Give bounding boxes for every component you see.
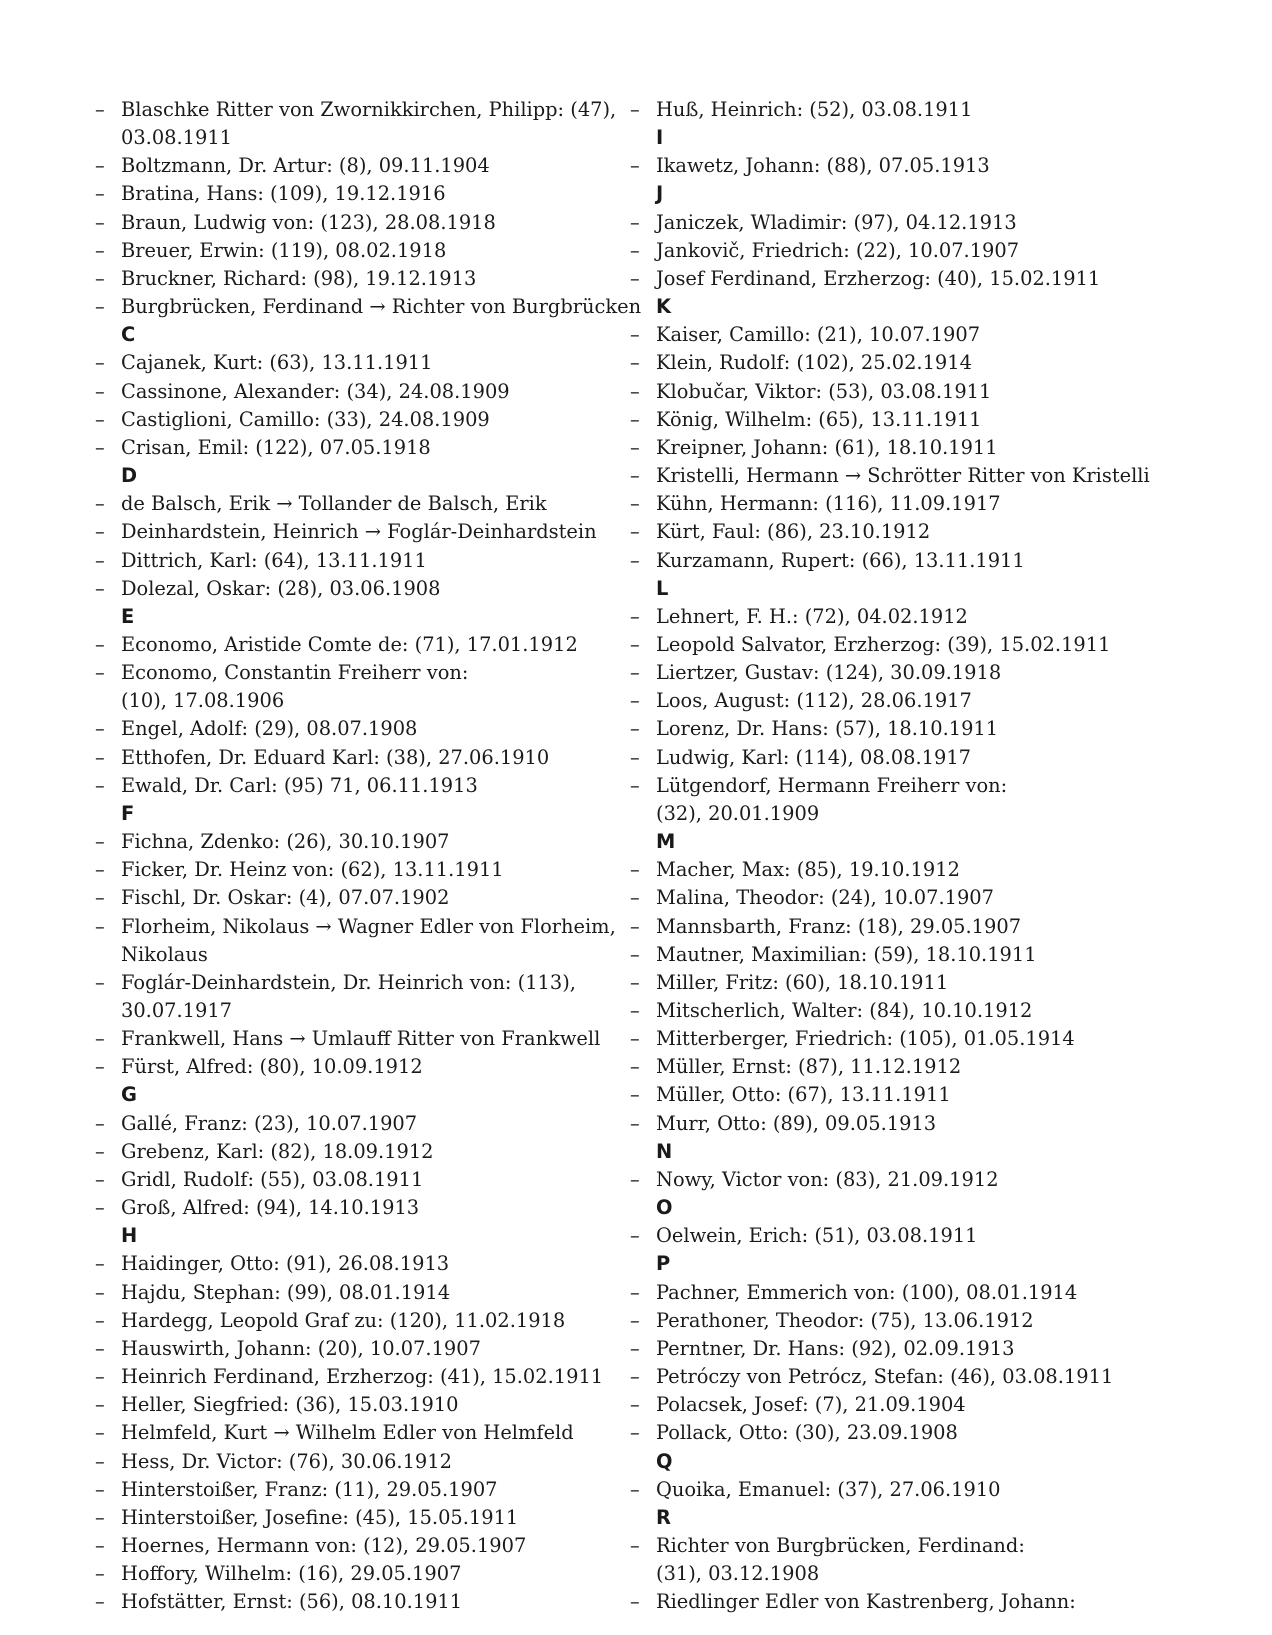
index-entry-line: – Ficker, Dr. Heinz von: (62), 13.11.1911 (121, 858, 504, 882)
index-entry-line: – Hoernes, Hermann von: (12), 29.05.1907 (121, 1533, 527, 1557)
index-letter-heading: G (121, 1083, 137, 1107)
index-entry (95, 1279, 615, 1307)
index-entry-line: – Leopold Salvator, Erzherzog: (39), 15.02.1911 (656, 632, 1111, 656)
index-entry-line: – Macher, Max: (85), 19.10.1912 (656, 858, 960, 882)
index-entry (630, 349, 1190, 377)
index-entry (95, 490, 615, 518)
index-entry-line: – Kurzamann, Rupert: (66), 13.11.1911 (656, 548, 1025, 572)
index-entry (630, 913, 1190, 941)
index-entry-line: – Malina, Theodor: (24), 10.07.1907 (656, 886, 994, 910)
index-entry-line: – Mautner, Maximilian: (59), 18.10.1911 (656, 942, 1037, 966)
index-entry (630, 321, 1190, 349)
index-entry (95, 1307, 615, 1335)
index-letter-heading: R (656, 1505, 671, 1529)
index-entry-line: – Polacsek, Josef: (7), 21.09.1904 (656, 1393, 966, 1417)
index-entry-line: 30.07.1917 (121, 999, 233, 1022)
index-entry-line: – Müller, Ernst: (87), 11.12.1912 (656, 1055, 962, 1079)
index-entry-line: – Fürst, Alfred: (80), 10.09.1912 (121, 1055, 423, 1079)
index-entry (95, 772, 615, 800)
index-entry (630, 547, 1190, 575)
index-letter-heading: P (656, 1252, 671, 1276)
index-entry (95, 1053, 615, 1081)
index-entry (630, 1532, 1190, 1588)
index-entry-line: – Lorenz, Dr. Hans: (57), 18.10.1911 (656, 717, 999, 741)
index-column-left (95, 96, 642, 1616)
index-letter-heading: I (656, 126, 664, 150)
index-entry (95, 913, 615, 969)
index-entry (630, 518, 1190, 546)
index-entry (630, 1391, 1190, 1419)
index-entry-line: – Petróczy von Petrócz, Stefan: (46), 03.08.1911 (656, 1365, 1114, 1389)
index-entry (630, 209, 1190, 237)
index-entry-line: – Crisan, Emil: (122), 07.05.1918 (121, 435, 431, 459)
index-entry-line: – Kürt, Faul: (86), 23.10.1912 (656, 520, 931, 544)
index-letter-heading: M (656, 830, 676, 854)
index-entry (95, 180, 615, 208)
index-entry (630, 1166, 1190, 1194)
index-entry-line: – Klein, Rudolf: (102), 25.02.1914 (656, 351, 972, 375)
index-entry-line: – Castiglioni, Camillo: (33), 24.08.1909 (121, 407, 490, 431)
index-entry-line: – Ikawetz, Johann: (88), 07.05.1913 (656, 154, 990, 178)
index-entry (95, 1138, 615, 1166)
index-column-right (630, 96, 1190, 1616)
index-letter-heading: H (121, 1224, 138, 1248)
index-entry-line: – Boltzmann, Dr. Artur: (8), 09.11.1904 (121, 154, 490, 178)
index-entry-line: – Nowy, Victor von: (83), 21.09.1912 (656, 1167, 999, 1191)
index-entry (630, 1363, 1190, 1391)
index-entry (630, 687, 1190, 715)
index-entry (95, 96, 615, 152)
index-entry-line: – Heinrich Ferdinand, Erzherzog: (41), 15.02.1911 (121, 1365, 604, 1389)
index-entry (630, 1279, 1190, 1307)
index-entry (95, 1504, 615, 1532)
index-entry-line: – Jankovič, Friedrich: (22), 10.07.1907 (656, 238, 1020, 262)
index-entry-line: – König, Wilhelm: (65), 13.11.1911 (656, 407, 982, 431)
index-entry-line: – Fichna, Zdenko: (26), 30.10.1907 (121, 830, 450, 854)
index-letter-heading: E (121, 604, 135, 628)
index-entry (630, 1335, 1190, 1363)
index-entry-line: – Hoffory, Wilhelm: (16), 29.05.1907 (121, 1562, 462, 1586)
index-entry (630, 1081, 1190, 1109)
index-entry-line: – Murr, Otto: (89), 09.05.1913 (656, 1111, 937, 1135)
index-entry (630, 462, 1190, 490)
index-letter-heading: D (121, 464, 138, 488)
index-entry-line: – Ludwig, Karl: (114), 08.08.1917 (656, 745, 972, 769)
index-letter-heading: J (656, 182, 664, 206)
index-entry-line: – Gridl, Rudolf: (55), 03.08.1911 (121, 1167, 424, 1191)
index-entry-line: – Bruckner, Richard: (98), 19.12.1913 (121, 266, 477, 290)
index-entry-line: – Ewald, Dr. Carl: (95) 71, 06.11.1913 (121, 773, 478, 797)
index-entry (630, 744, 1190, 772)
index-entry (630, 941, 1190, 969)
index-entry (630, 490, 1190, 518)
index-entry (95, 1419, 615, 1447)
index-entry (630, 1419, 1190, 1447)
index-entry-line: – Engel, Adolf: (29), 08.07.1908 (121, 717, 418, 741)
index-entry-line: – Foglár-Deinhardstein, Dr. Heinrich von: (113), (121, 970, 576, 994)
index-entry-line: – Blaschke Ritter von Zwornikkirchen, Philipp: (47), (121, 98, 617, 121)
index-entry-line: (31), 03.12.1908 (656, 1562, 820, 1586)
index-entry (95, 293, 642, 321)
index-entry-line: – Hajdu, Stephan: (99), 08.01.1914 (121, 1280, 451, 1304)
index-entry (630, 1588, 1190, 1616)
index-entry-line: – Huß, Heinrich: (52), 03.08.1911 (656, 98, 973, 121)
index-entry-line: – Groß, Alfred: (94), 14.10.1913 (121, 1196, 420, 1220)
index-entry (95, 1532, 615, 1560)
index-entry (630, 265, 1190, 293)
index-entry (630, 378, 1190, 406)
index-entry (630, 659, 1190, 687)
index-letter-heading: L (656, 576, 669, 600)
index-entry-line: – Deinhardstein, Heinrich → Foglár-Deinhardstein (121, 520, 597, 544)
index-entry-line: – Grebenz, Karl: (82), 18.09.1912 (121, 1139, 434, 1163)
index-entry (630, 406, 1190, 434)
index-entry-line: – Lütgendorf, Hermann Freiherr von: (656, 773, 1008, 797)
index-entry-line: – Hardegg, Leopold Graf zu: (120), 11.02.1918 (121, 1308, 566, 1332)
index-entry (630, 434, 1190, 462)
index-entry (630, 1025, 1190, 1053)
index-entry (630, 1222, 1190, 1250)
index-entry-line: – Kreipner, Johann: (61), 18.10.1911 (656, 435, 998, 459)
index-entry-line: – Gallé, Franz: (23), 10.07.1907 (121, 1111, 418, 1135)
index-entry (95, 1476, 615, 1504)
index-entry-line: – Mannsbarth, Franz: (18), 29.05.1907 (656, 914, 1022, 938)
index-entry-line: – Etthofen, Dr. Eduard Karl: (38), 27.06.1910 (121, 745, 550, 769)
index-entry-line: – Economo, Aristide Comte de: (71), 17.01.1912 (121, 632, 578, 656)
index-entry-line: – Hofstätter, Ernst: (56), 08.10.1911 (121, 1590, 463, 1614)
index-entry-line: – Frankwell, Hans → Umlauff Ritter von Frankwell (121, 1027, 601, 1051)
index-entry (630, 715, 1190, 743)
index-letter-heading: Q (656, 1449, 673, 1473)
index-entry (95, 1391, 615, 1419)
index-entry-line: – Janiczek, Wladimir: (97), 04.12.1913 (656, 210, 1017, 234)
index-entry (95, 209, 615, 237)
index-entry (630, 631, 1190, 659)
index-entry (95, 547, 615, 575)
index-entry-line: – Miller, Fritz: (60), 18.10.1911 (656, 970, 949, 994)
index-entry-line: 03.08.1911 (121, 126, 233, 150)
index-entry (95, 1448, 615, 1476)
index-entry-line: – Lehnert, F. H.: (72), 04.02.1912 (656, 604, 968, 628)
index-entry (630, 772, 1190, 828)
index-entry-line: – Loos, August: (112), 28.06.1917 (656, 689, 972, 713)
index-entry (95, 434, 615, 462)
index-entry (95, 518, 615, 546)
index-entry (95, 237, 615, 265)
index-entry (95, 1560, 615, 1588)
index-entry (630, 603, 1190, 631)
index-entry (95, 575, 615, 603)
index-entry (95, 856, 615, 884)
index-entry-line: (32), 20.01.1909 (656, 801, 820, 825)
index-entry (630, 969, 1190, 997)
index-entry-line: – Haidinger, Otto: (91), 26.08.1913 (121, 1252, 450, 1276)
index-entry (95, 406, 615, 434)
index-entry-line: – Hinterstoißer, Josefine: (45), 15.05.1911 (121, 1505, 519, 1529)
index-entry (95, 1110, 615, 1138)
index-entry-line: – Liertzer, Gustav: (124), 30.09.1918 (656, 661, 1002, 685)
index-entry-line: – Müller, Otto: (67), 13.11.1911 (656, 1083, 951, 1107)
index-entry (95, 1194, 615, 1222)
index-entry-line: – Breuer, Erwin: (119), 08.02.1918 (121, 238, 447, 262)
index-entry-line: – Hess, Dr. Victor: (76), 30.06.1912 (121, 1449, 452, 1473)
index-entry-line: – Helmfeld, Kurt → Wilhelm Edler von Helmfeld (121, 1421, 574, 1445)
index-entry (630, 1110, 1190, 1138)
index-entry-line: Nikolaus (121, 942, 208, 966)
index-entry-line: – Fischl, Dr. Oskar: (4), 07.07.1902 (121, 886, 450, 910)
index-entry-line: – Braun, Ludwig von: (123), 28.08.1918 (121, 210, 496, 234)
index-entry (95, 884, 615, 912)
index-entry-line: – Klobučar, Viktor: (53), 03.08.1911 (656, 379, 992, 403)
index-entry (630, 997, 1190, 1025)
index-entry-line: – Pachner, Emmerich von: (100), 08.01.1914 (656, 1280, 1078, 1304)
index-entry-line: – Dolezal, Oskar: (28), 03.06.1908 (121, 576, 441, 600)
index-entry (95, 659, 615, 715)
index-entry (95, 828, 615, 856)
index-entry (95, 1335, 615, 1363)
index-entry-line: – Quoika, Emanuel: (37), 27.06.1910 (656, 1477, 1001, 1501)
index-entry-line: – Dittrich, Karl: (64), 13.11.1911 (121, 548, 427, 572)
index-entry (95, 1166, 615, 1194)
index-letter-heading: N (656, 1139, 673, 1163)
index-entry (95, 152, 615, 180)
index-entry-line: – Cassinone, Alexander: (34), 24.08.1909 (121, 379, 510, 403)
index-entry (630, 856, 1190, 884)
index-entry-line: – Bratina, Hans: (109), 19.12.1916 (121, 182, 446, 206)
index-entry-line: – Kaiser, Camillo: (21), 10.07.1907 (656, 323, 981, 347)
index-entry (95, 1363, 615, 1391)
index-entry-line: – Burgbrücken, Ferdinand → Richter von Burgbrücken (121, 295, 642, 319)
index-entry-line: – Kühn, Hermann: (116), 11.09.1917 (656, 492, 1001, 516)
index-entry-line: – Florheim, Nikolaus → Wagner Edler von Florheim, (121, 914, 616, 938)
index-entry-line: – Hinterstoißer, Franz: (11), 29.05.1907 (121, 1477, 498, 1501)
index-letter-heading: F (121, 801, 135, 825)
index-entry (630, 152, 1190, 180)
index-entry-line: – Josef Ferdinand, Erzherzog: (40), 15.02.1911 (656, 266, 1101, 290)
index-entry (95, 1025, 615, 1053)
index-letter-heading: C (121, 323, 136, 347)
index-entry-line: – Heller, Siegfried: (36), 15.03.1910 (121, 1393, 459, 1417)
index-entry-line: – Riedlinger Edler von Kastrenberg, Johann: (656, 1590, 1076, 1614)
index-entry-line: – Mitscherlich, Walter: (84), 10.10.1912 (656, 999, 1033, 1022)
index-entry (95, 631, 615, 659)
index-entry (95, 349, 615, 377)
index-entry-line: – Mitterberger, Friedrich: (105), 01.05.1914 (656, 1027, 1075, 1051)
index-entry-line: – Pollack, Otto: (30), 23.09.1908 (656, 1421, 958, 1445)
index-entry (630, 237, 1190, 265)
index-entry-line: – Kristelli, Hermann → Schrötter Ritter von Kristelli (656, 464, 1150, 488)
index-entry (95, 1588, 615, 1616)
index-entry-line: – Perathoner, Theodor: (75), 13.06.1912 (656, 1308, 1034, 1332)
index-entry (630, 1307, 1190, 1335)
index-entry-line: – Cajanek, Kurt: (63), 13.11.1911 (121, 351, 433, 375)
index-entry-line: – Hauswirth, Johann: (20), 10.07.1907 (121, 1336, 481, 1360)
index-entry-line: – Perntner, Dr. Hans: (92), 02.09.1913 (656, 1336, 1015, 1360)
index-entry (95, 744, 615, 772)
index-entry (630, 884, 1190, 912)
index-entry (95, 969, 615, 1025)
index-entry-line: (10), 17.08.1906 (121, 689, 285, 713)
index-entry (630, 1476, 1190, 1504)
index-entry-line: – Richter von Burgbrücken, Ferdinand: (656, 1533, 1025, 1557)
index-entry (630, 96, 1190, 124)
index-entry-line: – Oelwein, Erich: (51), 03.08.1911 (656, 1224, 978, 1248)
index-entry (95, 715, 615, 743)
index-letter-heading: K (656, 295, 672, 319)
index-entry (630, 1053, 1190, 1081)
index-entry (95, 265, 615, 293)
index-entry-line: – de Balsch, Erik → Tollander de Balsch, Erik (121, 492, 547, 516)
index-entry (95, 378, 615, 406)
index-entry (95, 1250, 615, 1278)
index-letter-heading: O (656, 1196, 673, 1220)
index-entry-line: – Economo, Constantin Freiherr von: (121, 661, 469, 685)
